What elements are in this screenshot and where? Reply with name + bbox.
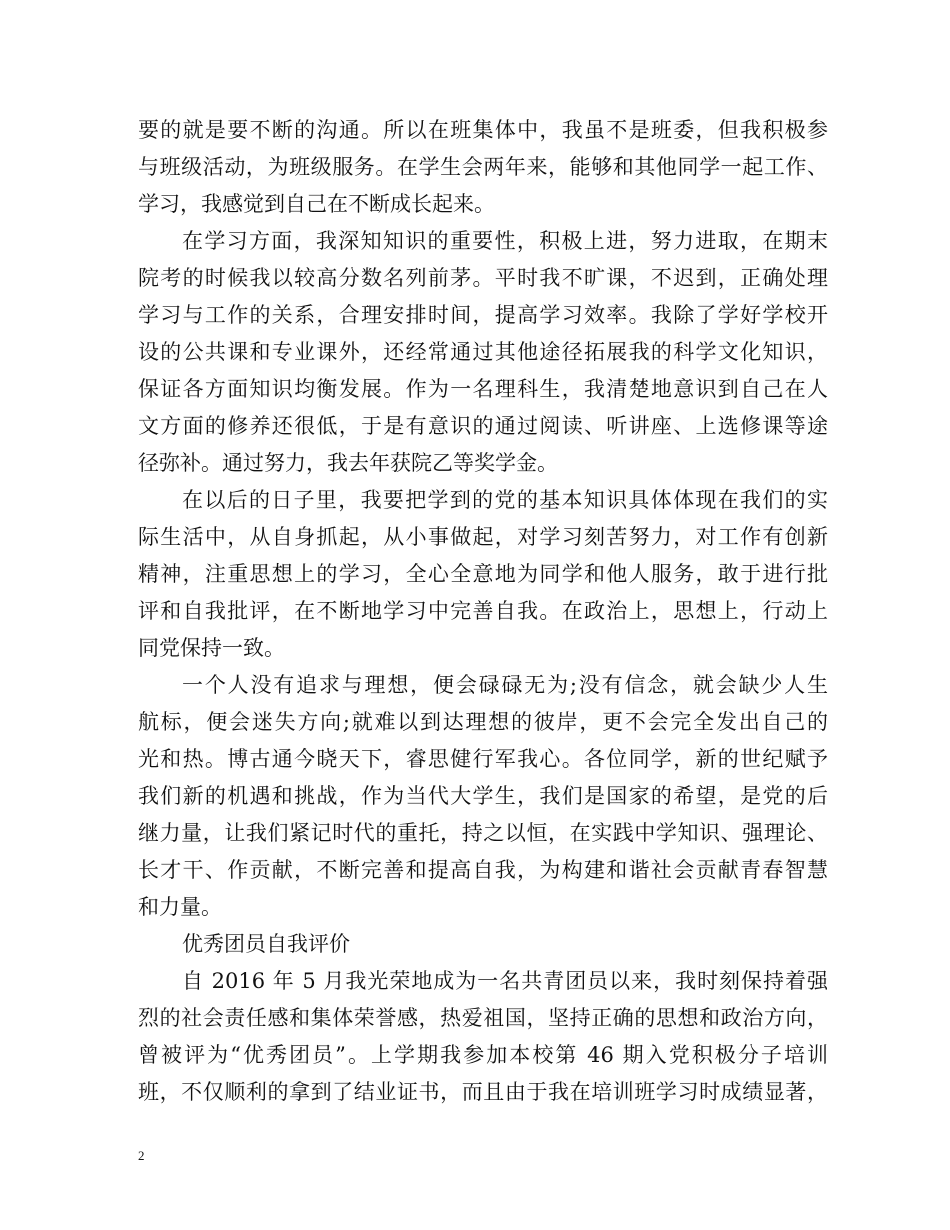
text-line: 与班级活动，为班级服务。在学生会两年来，能够和其他同学一起工作、 xyxy=(138,155,828,179)
document-body xyxy=(138,112,828,1111)
text-line: 学习，我感觉到自己在不断成长起来。 xyxy=(138,192,495,216)
paragraph-first-line: 在以后的日子里，我要把学到的党的基本知识具体体现在我们的实 xyxy=(182,488,828,512)
text-line: 继力量，让我们紧记时代的重托，持之以恒，在实践中学知识、强理论、 xyxy=(138,821,828,845)
text-line: 班，不仅顺利的拿到了结业证书，而且由于我在培训班学习时成绩显著， xyxy=(138,1080,828,1104)
text-line: 光和热。博古通今晓天下，睿思健行军我心。各位同学，新的世纪赋予 xyxy=(138,747,828,771)
page-number: 2 xyxy=(138,1148,145,1163)
text-line: 精神，注重思想上的学习，全心全意地为同学和他人服务，敢于进行批 xyxy=(138,562,828,586)
text-line: 院考的时候我以较高分数名列前茅。平时我不旷课，不迟到，正确处理 xyxy=(138,266,828,290)
text-line: 保证各方面知识均衡发展。作为一名理科生，我清楚地意识到自己在人 xyxy=(138,377,828,401)
text-line: 长才干、作贡献，不断完善和提高自我，为构建和谐社会贡献青春智慧 xyxy=(138,858,828,882)
paragraph-first-line: 一个人没有追求与理想，便会碌碌无为;没有信念，就会缺少人生 xyxy=(182,673,828,697)
text-line: 设的公共课和专业课外，还经常通过其他途径拓展我的科学文化知识， xyxy=(138,340,828,364)
text-line: 要的就是要不断的沟通。所以在班集体中，我虽不是班委，但我积极参 xyxy=(138,118,828,142)
paragraph-first-line: 自 2016 年 5 月我光荣地成为一名共青团员以来，我时刻保持着强 xyxy=(182,969,828,993)
text-line: 和力量。 xyxy=(138,895,222,919)
text-line: 文方面的修养还很低，于是有意识的通过阅读、听讲座、上选修课等途 xyxy=(138,414,828,438)
text-line: 学习与工作的关系，合理安排时间，提高学习效率。我除了学好学校开 xyxy=(138,303,828,327)
paragraph-first-line: 在学习方面，我深知知识的重要性，积极上进，努力进取，在期末 xyxy=(182,229,828,253)
text-line: 评和自我批评，在不断地学习中完善自我。在政治上，思想上，行动上 xyxy=(138,599,828,623)
text-line: 航标，便会迷失方向;就难以到达理想的彼岸，更不会完全发出自己的 xyxy=(138,710,828,734)
section-heading: 优秀团员自我评价 xyxy=(182,932,350,956)
text-line: 径弥补。通过努力，我去年获院乙等奖学金。 xyxy=(138,451,558,475)
text-line: 同党保持一致。 xyxy=(138,636,285,660)
text-line: 我们新的机遇和挑战，作为当代大学生，我们是国家的希望，是党的后 xyxy=(138,784,828,808)
text-line: 曾被评为“优秀团员”。上学期我参加本校第 46 期入党积极分子培训 xyxy=(138,1043,828,1067)
text-line: 际生活中，从自身抓起，从小事做起，对学习刻苦努力，对工作有创新 xyxy=(138,525,828,549)
text-line: 烈的社会责任感和集体荣誉感，热爱祖国，坚持正确的思想和政治方向， xyxy=(138,1006,828,1030)
